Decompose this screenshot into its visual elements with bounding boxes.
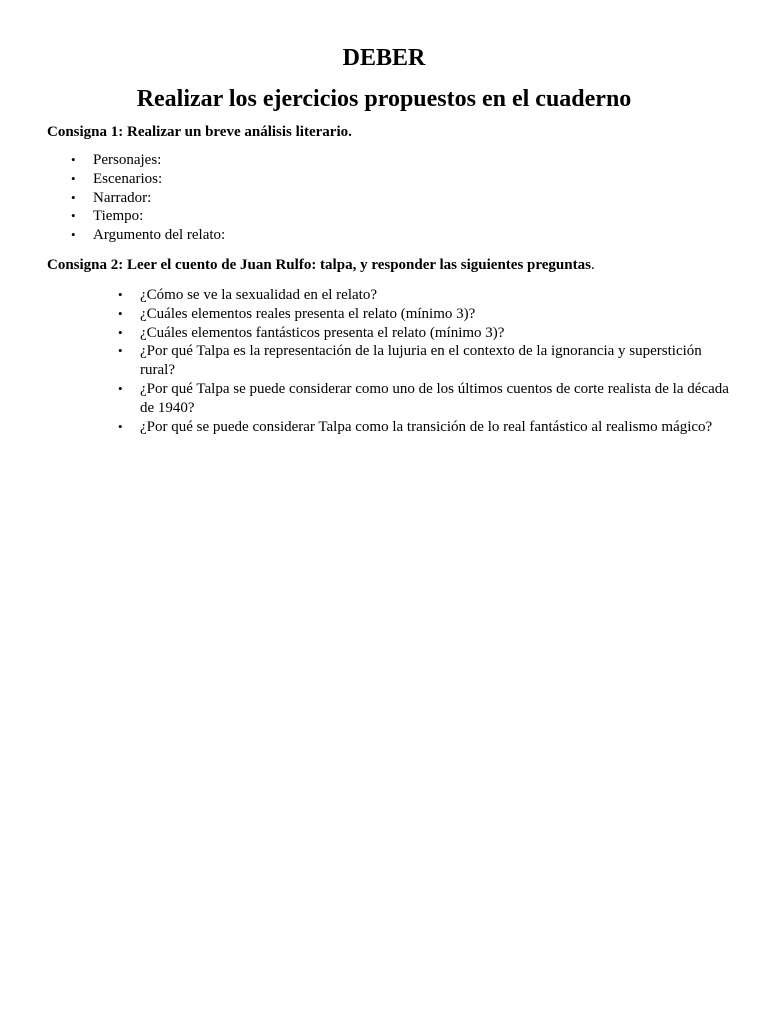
- list-item: [71, 151, 693, 170]
- list-item-text: ¿Por qué Talpa se puede considerar como uno de los últimos cuentos de corte realista de la década de 1940?: [140, 380, 729, 416]
- document-title: DEBER: [342, 45, 426, 71]
- list-item-text: ¿Por qué Talpa es la representación de la lujuria en el contexto de la ignorancia y superstición rural?: [140, 343, 702, 379]
- bullet-icon: •: [118, 343, 123, 359]
- consigna-2-list: [118, 286, 730, 436]
- consigna-2-heading-period: .: [590, 257, 595, 273]
- list-item: [118, 418, 730, 437]
- bullet-icon: •: [118, 380, 123, 396]
- list-item: [71, 207, 693, 226]
- bullet-icon: •: [118, 324, 123, 340]
- document-subtitle: Realizar los ejercicios propuestos en el cuaderno: [136, 86, 632, 112]
- consigna-2-heading-text: Consigna 2: Leer el cuento de Juan Rulfo: talpa, y responder las siguientes preguntas: [47, 257, 591, 273]
- list-item-text: Argumento del relato:: [93, 227, 226, 244]
- bullet-icon: •: [71, 227, 76, 243]
- list-item: [118, 324, 730, 343]
- list-item: [118, 380, 730, 418]
- list-item-text: ¿Cómo se ve la sexualidad en el relato?: [140, 287, 377, 303]
- list-item-text: Tiempo:: [93, 208, 144, 225]
- list-item-text: ¿Cuáles elementos reales presenta el relato (mínimo 3)?: [140, 305, 476, 322]
- list-item-text: Narrador:: [93, 189, 152, 206]
- bullet-icon: •: [118, 287, 123, 302]
- bullet-icon: •: [71, 208, 76, 224]
- bullet-icon: •: [71, 152, 76, 167]
- bullet-icon: •: [118, 418, 123, 434]
- list-item: [71, 226, 693, 245]
- bullet-icon: •: [71, 170, 76, 186]
- list-item: [71, 170, 693, 189]
- consigna-2-heading: [47, 256, 595, 274]
- consigna-1-heading: [47, 123, 352, 141]
- list-item-text: Escenarios:: [93, 170, 163, 187]
- list-item: [118, 305, 730, 324]
- bullet-icon: •: [118, 305, 123, 321]
- consigna-1-heading-text: Consigna 1: Realizar un breve análisis literario.: [47, 124, 352, 140]
- list-item-text: Personajes:: [93, 152, 162, 168]
- list-item-text: ¿Por qué se puede considerar Talpa como la transición de lo real fantástico al realismo mágico?: [140, 418, 713, 435]
- bullet-icon: •: [71, 189, 76, 205]
- list-item: [118, 286, 730, 305]
- list-item: [118, 342, 730, 380]
- consigna-1-list: [71, 151, 693, 245]
- list-item: [71, 189, 693, 208]
- list-item-text: ¿Cuáles elementos fantásticos presenta el relato (mínimo 3)?: [140, 324, 505, 341]
